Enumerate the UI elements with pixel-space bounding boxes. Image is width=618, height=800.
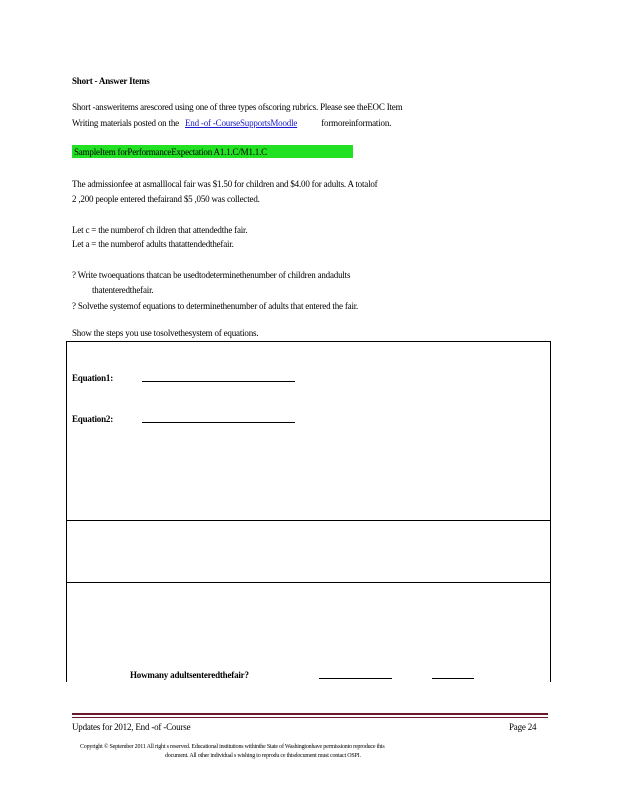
page-heading: Short - Answer Items [72,76,150,86]
answer-box-divider-1 [66,520,550,521]
answer-box [66,341,551,682]
task-2: ? Solvethe systemof equations to determinethenumber of adults that entered the fair. [72,301,359,311]
eoc-supports-link[interactable]: End -of -CourseSupportsMoodle [184,118,298,128]
equation-1-answer-line[interactable] [142,381,295,382]
footer-page-number: Page 24 [509,722,537,732]
adults-answer-line-1[interactable] [319,678,392,679]
copyright-line-1: Copyright © September 2011 All right s reserved. Educational institutions withinthe State of Washingtonhave permissionto reproduce this [80,744,385,750]
intro-line-1: Short -answeritems arescored using one of three types ofscoring rubrics. Please see theEOC Item [72,102,403,112]
intro-line-2-suffix: formoreinformation. [321,118,392,128]
intro-line-2-prefix: Writing materials posted on the [72,118,179,128]
task-1-line-2: thatenteredthefair. [92,285,154,295]
problem-line-2: 2 ,200 people entered thefairand $5 ,050 was collected. [72,194,260,204]
adults-question: Howmany adultsenteredthefair? [130,670,249,680]
equation-2-label: Equation2: [72,414,114,424]
intro-line-2 [72,118,391,128]
sample-item-label: SampleItem forPerformanceExpectation A1.1.C/M1.1.C [74,147,267,157]
copyright-line-2: document. All other individual s wishing to reprodu ce thisdocument must contact OSPI. [165,753,361,759]
definition-a: Let a = the numberof adults thatattendedthefair. [72,239,234,249]
footer-rule-thin [72,717,548,718]
instruction-text: Show the steps you use tosolvethesystem of equations. [72,328,259,338]
answer-box-divider-2 [66,582,550,583]
footer-left-text: Updates for 2012, End -of -Course [72,722,191,732]
footer-rule-thick [72,713,548,715]
equation-2-answer-line[interactable] [142,422,295,423]
equation-1-label: Equation1: [72,373,114,383]
task-1-line-1: ? Write twoequations thatcan be usedtodeterminethenumber of children andadults [72,270,351,280]
adults-answer-line-2[interactable] [432,678,474,679]
definition-c: Let c = the numberof ch ildren that attendedthe fair. [72,225,248,235]
problem-line-1: The admissionfee at asmalllocal fair was $1.50 for children and $4.00 for adults. A totalof [72,179,378,189]
